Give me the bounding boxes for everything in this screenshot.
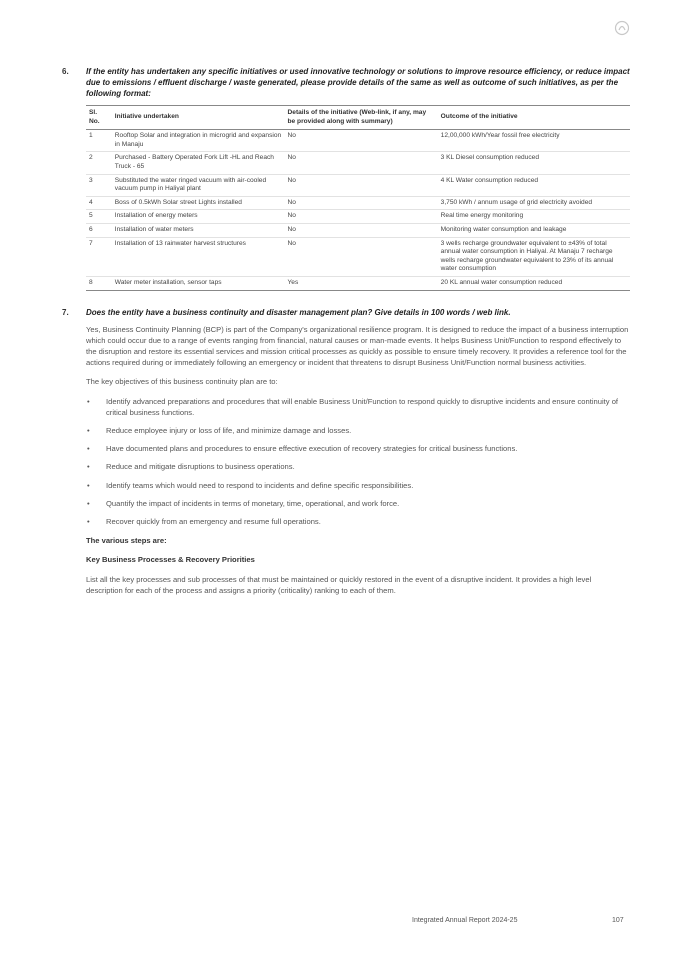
list-item — [86, 461, 630, 472]
objectives-list — [86, 396, 630, 528]
cell-outcome: 3 KL Diesel consumption reduced — [438, 152, 630, 174]
steps-heading: The various steps are: — [86, 536, 167, 546]
sub-heading: Key Business Processes & Recovery Priorities — [86, 555, 255, 565]
cell-initiative: Installation of 13 rainwater harvest structures — [112, 237, 285, 276]
cell-details: No — [285, 174, 438, 196]
list-item — [86, 396, 630, 418]
list-item-text: Reduce and mitigate disruptions to business operations. — [106, 462, 295, 472]
cell-outcome: 12,00,000 kWh/Year fossil free electricity — [438, 130, 630, 152]
answer-paragraph: Yes, Business Continuity Planning (BCP) is part of the Company's organizational resilience program. It is designed to reduce the impact of a business interruption which could occur due to a range of events ranging from financial, natural causes or man-made events. It helps Business Unit/Function to respond effectively to the disruption and restore its essential services and mission critical processes as quickly as possible to ensure timely recovery. It provides a reference tool for the actions required during or immediately following an emergency or incident that threatens to disrupt Business Unit/Function normal business activities. — [86, 324, 629, 368]
answer-block — [86, 324, 630, 596]
table-header-row — [86, 106, 630, 130]
header-initiative: Initiative undertaken — [112, 106, 285, 130]
cell-outcome: Real time energy monitoring — [438, 210, 630, 224]
cell-details: No — [285, 152, 438, 174]
cell-details: No — [285, 210, 438, 224]
bullet-icon: • — [87, 516, 90, 526]
header-sl-no: Sl. No. — [86, 106, 112, 130]
table-row — [86, 210, 630, 224]
table-row — [86, 174, 630, 196]
cell-no: 7 — [86, 237, 112, 276]
table-row — [86, 152, 630, 174]
list-item-text: Reduce employee injury or loss of life, and minimize damage and losses. — [106, 425, 352, 435]
cell-details: Yes — [285, 276, 438, 290]
cell-no: 3 — [86, 174, 112, 196]
cell-no: 8 — [86, 276, 112, 290]
table-row — [86, 196, 630, 210]
header-details: Details of the initiative (Web-link, if any, may be provided along with summary) — [285, 106, 438, 130]
question-text: Does the entity have a business continuity and disaster management plan? Give details in 100 words / web link. — [86, 307, 511, 317]
cell-outcome: 3 wells recharge groundwater equivalent to ±43% of total annual water consumption in Haliyal. At Manaju 7 recharge wells recharge groundwater equivalent to 23% of its annual water consumption — [438, 237, 630, 276]
page-content — [62, 66, 630, 604]
company-logo-icon — [614, 20, 630, 36]
cell-initiative: Purchased - Battery Operated Fork Lift -HL and Reach Truck - 65 — [112, 152, 285, 174]
table-row — [86, 223, 630, 237]
list-item-text: Recover quickly from an emergency and resume full operations. — [106, 516, 321, 526]
list-item-text: Identify teams which would need to respond to incidents and define specific responsibilities. — [106, 480, 414, 490]
cell-initiative: Substituted the water ringed vacuum with air-cooled vacuum pump in Haliyal plant — [112, 174, 285, 196]
question-number: 6. — [62, 67, 69, 76]
cell-initiative: Rooftop Solar and integration in microgrid and expansion in Manaju — [112, 130, 285, 152]
cell-initiative: Water meter installation, sensor taps — [112, 276, 285, 290]
cell-no: 2 — [86, 152, 112, 174]
list-item — [86, 498, 630, 509]
list-item — [86, 443, 630, 454]
question-text: If the entity has undertaken any specific initiatives or used innovative technology or solutions to improve resource efficiency, or reduce impact due to emissions / effluent discharge / waste generated, please provide details of the same as well as outcome of such initiatives, as per the following format: — [86, 67, 630, 98]
cell-no: 5 — [86, 210, 112, 224]
cell-details: No — [285, 196, 438, 210]
cell-no: 6 — [86, 223, 112, 237]
initiatives-table — [86, 105, 630, 291]
bullet-icon: • — [87, 396, 90, 406]
bullet-icon: • — [87, 444, 90, 454]
list-item-text: Have documented plans and procedures to ensure effective execution of recovery strategies for critical business functions. — [106, 444, 518, 454]
cell-outcome: 20 KL annual water consumption reduced — [438, 276, 630, 290]
cell-no: 1 — [86, 130, 112, 152]
cell-details: No — [285, 237, 438, 276]
table-row — [86, 276, 630, 290]
cell-initiative: Boss of 0.5kWh Solar street Lights installed — [112, 196, 285, 210]
objectives-intro: The key objectives of this business continuity plan are to: — [86, 377, 278, 387]
table-row — [86, 130, 630, 152]
list-item-text: Quantify the impact of incidents in terms of monetary, time, operational, and work force. — [106, 498, 400, 508]
cell-details: No — [285, 130, 438, 152]
cell-outcome: Monitoring water consumption and leakage — [438, 223, 630, 237]
list-item-text: Identify advanced preparations and procedures that will enable Business Unit/Function to respond quickly to disruptive incidents and ensure continuity of critical business functions. — [106, 396, 619, 417]
cell-outcome: 3,750 kWh / annum usage of grid electricity avoided — [438, 196, 630, 210]
list-item — [86, 516, 630, 527]
bullet-icon: • — [87, 462, 90, 472]
footer-title: Integrated Annual Report 2024-25 — [412, 917, 518, 924]
cell-initiative: Installation of water meters — [112, 223, 285, 237]
question-7 — [62, 307, 630, 318]
bullet-icon: • — [87, 498, 90, 508]
page-number: 107 — [612, 917, 624, 924]
cell-outcome: 4 KL Water consumption reduced — [438, 174, 630, 196]
header-outcome: Outcome of the initiative — [438, 106, 630, 130]
list-item — [86, 480, 630, 491]
bullet-icon: • — [87, 425, 90, 435]
cell-details: No — [285, 223, 438, 237]
bullet-icon: • — [87, 480, 90, 490]
list-item — [86, 425, 630, 436]
question-number: 7. — [62, 307, 69, 317]
cell-no: 4 — [86, 196, 112, 210]
cell-initiative: Installation of energy meters — [112, 210, 285, 224]
answer-paragraph: List all the key processes and sub processes of that must be maintained or quickly restored in the event of a disruptive incident. It provides a high level description for each of the process and assigns a priority (criticality) ranking to each of them. — [86, 574, 592, 595]
question-6 — [62, 66, 630, 99]
table-row — [86, 237, 630, 276]
